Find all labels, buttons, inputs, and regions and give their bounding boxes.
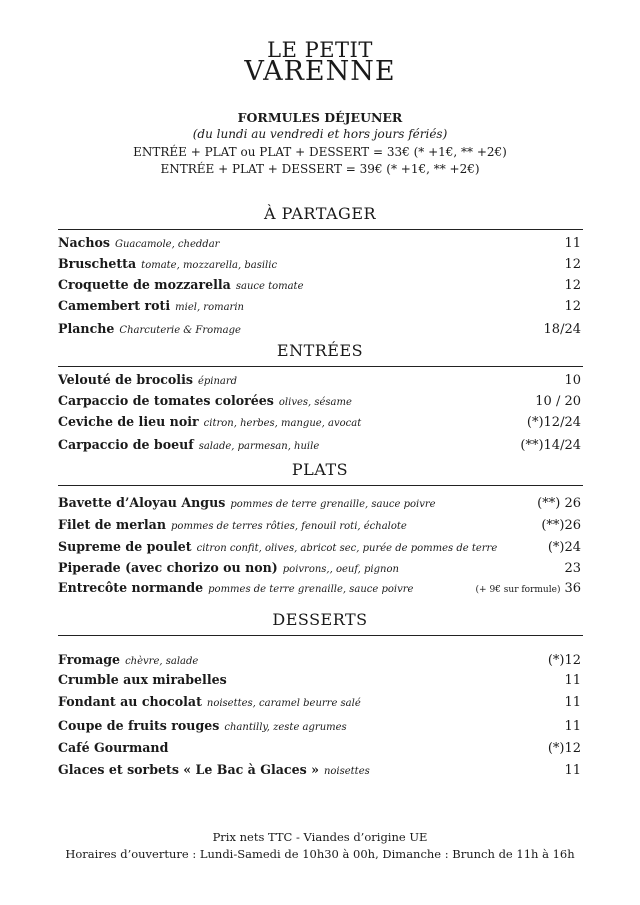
item-price: 18/24 <box>543 322 581 337</box>
section-title-plats: PLATS <box>291 460 349 479</box>
menu-item <box>58 762 581 780</box>
item-name: Camembert roti <box>58 298 171 313</box>
item-price: 23 <box>564 561 581 576</box>
menu-item <box>58 235 581 253</box>
item-name: Planche <box>58 321 115 336</box>
item-price: 11 <box>564 695 581 710</box>
item-price: (**)26 <box>541 518 581 533</box>
brand-line-1: LE PETIT <box>267 38 373 62</box>
item-name: Fromage <box>58 652 121 667</box>
menu-item <box>58 277 581 295</box>
item-name: Velouté de brocolis <box>58 372 193 387</box>
item-description: noisettes, caramel beurre salé <box>206 698 361 709</box>
menu-item <box>58 393 581 411</box>
item-description: miel, romarin <box>175 302 244 313</box>
item-name: Ceviche de lieu noir <box>58 414 199 429</box>
menu-item <box>58 256 581 274</box>
item-price: (*)12 <box>547 741 581 756</box>
item-name: Nachos <box>58 235 110 250</box>
item-name: Carpaccio de tomates colorées <box>58 393 274 408</box>
menu-item <box>58 672 581 690</box>
item-description: sauce tomate <box>235 281 304 292</box>
menu-item <box>58 694 581 712</box>
section-title-entrees: ENTRÉES <box>276 341 364 360</box>
item-name: Bruschetta <box>58 256 137 271</box>
menu-item <box>58 495 581 513</box>
menu-item <box>58 298 581 316</box>
menu-item <box>58 580 581 598</box>
item-description: salade, parmesan, huile <box>198 441 320 452</box>
item-description: noisettes <box>323 766 370 777</box>
item-name: Fondant au chocolat <box>58 694 202 709</box>
item-name: Carpaccio de boeuf <box>58 437 194 452</box>
item-description: épinard <box>197 376 238 387</box>
item-name: Café Gourmand <box>58 740 169 755</box>
menu-item <box>58 517 581 535</box>
menu-item <box>58 740 581 758</box>
item-name: Piperade (avec chorizo ou non) <box>58 560 278 575</box>
item-description: Guacamole, cheddar <box>115 239 220 250</box>
footer-opening-hours: Horaires d’ouverture : Lundi-Samedi de 10h30 à 00h, Dimanche : Brunch de 11h à 16h <box>65 847 575 861</box>
item-price: (**) 26 <box>537 496 581 511</box>
item-price: 10 / 20 <box>535 394 581 409</box>
menu-item <box>58 437 581 455</box>
item-supplement-note: (+ 9€ sur formule) <box>475 585 561 595</box>
item-price: (*)24 <box>547 540 581 555</box>
menu-item <box>58 652 581 670</box>
item-description: poivrons,, oeuf, pignon <box>282 564 399 575</box>
lunch-formula-title: FORMULES DÉJEUNER <box>237 110 403 125</box>
item-price: (*)12 <box>547 653 581 668</box>
brand-line-2: VARENNE <box>244 56 396 87</box>
section-divider <box>58 229 583 230</box>
item-description: pommes de terre grenaille, sauce poivre <box>230 499 436 510</box>
menu-item <box>58 539 581 557</box>
menu-item <box>58 372 581 390</box>
item-name: Glaces et sorbets « Le Bac à Glaces » <box>58 762 319 777</box>
lunch-formula-line-1: ENTRÉE + PLAT ou PLAT + DESSERT = 33€ (* +1€, ** +2€) <box>133 145 507 159</box>
section-divider <box>58 635 583 636</box>
item-price: 12 <box>564 299 581 314</box>
item-name: Crumble aux mirabelles <box>58 672 227 687</box>
item-description: chèvre, salade <box>125 656 199 667</box>
item-name: Bavette d’Aloyau Angus <box>58 495 226 510</box>
item-name: Filet de merlan <box>58 517 167 532</box>
item-description: Charcuterie & Fromage <box>119 325 241 336</box>
section-divider <box>58 485 583 486</box>
lunch-formula-subtitle: (du lundi au vendredi et hors jours fériés) <box>192 127 448 141</box>
item-name: Croquette de mozzarella <box>58 277 231 292</box>
item-description: olives, sésame <box>278 397 352 408</box>
menu-item <box>58 414 581 432</box>
menu-item <box>58 718 581 736</box>
item-price: 12 <box>564 257 581 272</box>
item-name: Supreme de poulet <box>58 539 192 554</box>
lunch-formula-line-2: ENTRÉE + PLAT + DESSERT = 39€ (* +1€, ** +2€) <box>160 162 480 176</box>
item-description: chantilly, zeste agrumes <box>224 722 347 733</box>
item-name: Entrecôte normande <box>58 580 204 595</box>
section-title-partager: À PARTAGER <box>263 204 377 223</box>
item-description: pommes de terre grenaille, sauce poivre <box>208 584 414 595</box>
item-description: pommes de terres rôties, fenouil roti, échalote <box>171 521 407 532</box>
menu-item <box>58 321 581 339</box>
menu-item <box>58 560 581 578</box>
item-price: 10 <box>564 373 581 388</box>
item-price: 11 <box>564 236 581 251</box>
item-description: tomate, mozzarella, basilic <box>141 260 278 271</box>
item-price: 11 <box>564 763 581 778</box>
section-divider <box>58 366 583 367</box>
section-title-desserts: DESSERTS <box>272 610 368 629</box>
item-price: (*)12/24 <box>526 415 581 430</box>
item-price: 12 <box>564 278 581 293</box>
item-price: (**)14/24 <box>520 438 581 453</box>
item-description: citron confit, olives, abricot sec, purée de pommes de terre <box>196 543 498 554</box>
item-price: 36 <box>564 581 581 596</box>
item-description: citron, herbes, mangue, avocat <box>203 418 362 429</box>
item-name: Coupe de fruits rouges <box>58 718 220 733</box>
item-price: 11 <box>564 673 581 688</box>
footer-price-note: Prix nets TTC - Viandes d’origine UE <box>212 830 428 844</box>
item-price: 11 <box>564 719 581 734</box>
